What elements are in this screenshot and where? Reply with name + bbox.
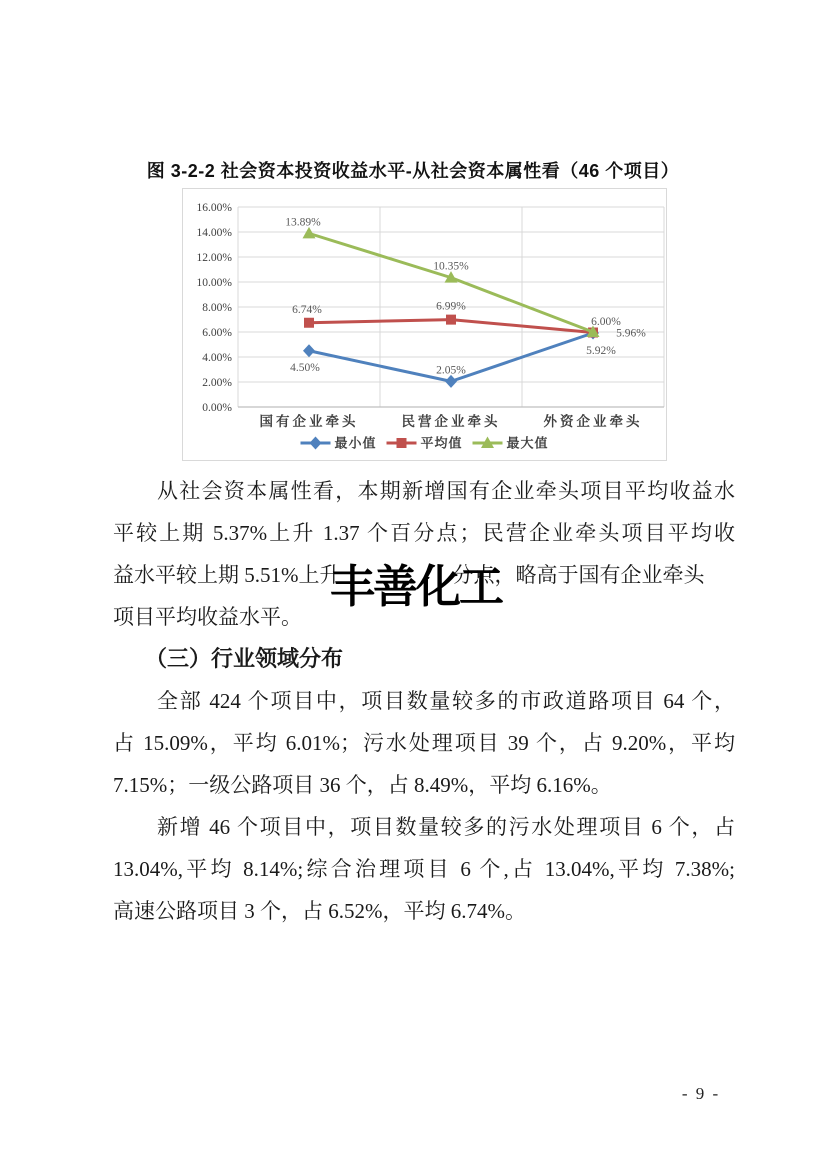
data-label: 6.99% bbox=[436, 300, 466, 313]
paragraph-line: 13.04%,平均 8.14%;综合治理项目 6 个,占 13.04%,平均 7.38%; bbox=[113, 857, 735, 881]
data-label: 2.05% bbox=[436, 364, 466, 377]
data-label: 13.89% bbox=[285, 216, 321, 229]
legend-label-0: 最小值 bbox=[334, 435, 377, 451]
figure-caption: 图 3-2-2 社会资本投资收益水平-从社会资本属性看（46 个项目） bbox=[146, 161, 680, 181]
paragraph-line: 项目平均收益水平。 bbox=[113, 605, 302, 629]
obscured-line-pre: 益水平较上期 5.51%上升 bbox=[113, 563, 341, 587]
line-chart bbox=[182, 188, 667, 461]
paragraph-line: 从社会资本属性看，本期新增国有企业牵头项目平均收益水 bbox=[157, 479, 735, 503]
y-tick-label: 6.00% bbox=[202, 327, 232, 339]
data-label: 4.50% bbox=[290, 361, 320, 374]
chart-canvas bbox=[183, 189, 666, 460]
series-marker-0 bbox=[445, 375, 457, 388]
section-heading: （三）行业领域分布 bbox=[145, 646, 344, 671]
legend-label-2: 最大值 bbox=[506, 435, 549, 451]
series-marker-1 bbox=[304, 318, 314, 328]
paragraph-line: 全部 424 个项目中，项目数量较多的市政道路项目 64 个， bbox=[157, 689, 735, 713]
paragraph-line: 占 15.09%，平均 6.01%；污水处理项目 39 个，占 9.20%，平均 bbox=[113, 731, 735, 755]
y-tick-label: 2.00% bbox=[202, 377, 232, 389]
data-label: 6.74% bbox=[292, 303, 322, 316]
y-tick-label: 14.00% bbox=[196, 227, 232, 239]
series-marker-0 bbox=[303, 344, 315, 357]
y-tick-label: 0.00% bbox=[202, 402, 232, 414]
x-category-label: 国有企业牵头 bbox=[259, 414, 359, 429]
watermark: 丰善化工 bbox=[330, 561, 503, 612]
obscured-line-post: 分点，略高于国有企业牵头 bbox=[452, 563, 705, 587]
body-text bbox=[113, 470, 735, 932]
x-category-label: 外资企业牵头 bbox=[543, 414, 643, 429]
page-number: - 9 - bbox=[681, 1084, 721, 1103]
paragraph-line: 新增 46 个项目中，项目数量较多的污水处理项目 6 个，占 bbox=[157, 815, 735, 839]
data-label: 5.92% bbox=[586, 345, 616, 357]
data-label: 5.96% bbox=[616, 327, 646, 340]
y-tick-label: 12.00% bbox=[196, 252, 232, 264]
paragraph-line: 平较上期 5.37%上升 1.37 个百分点；民营企业牵头项目平均收 bbox=[113, 521, 735, 545]
data-label: 10.35% bbox=[433, 260, 469, 273]
legend-label-1: 平均值 bbox=[420, 435, 463, 451]
y-tick-label: 4.00% bbox=[202, 352, 232, 364]
paragraph-line: 高速公路项目 3 个，占 6.52%，平均 6.74%。 bbox=[113, 899, 526, 923]
paragraph-line: 7.15%；一级公路项目 36 个，占 8.49%，平均 6.16%。 bbox=[113, 773, 612, 797]
series-marker-2 bbox=[303, 227, 316, 239]
series-marker-1 bbox=[446, 315, 456, 325]
legend-marker-0 bbox=[310, 437, 322, 450]
y-tick-label: 8.00% bbox=[202, 302, 232, 314]
x-category-label: 民营企业牵头 bbox=[401, 414, 501, 429]
data-label: 6.00% bbox=[591, 316, 621, 328]
legend-marker-1 bbox=[397, 438, 407, 448]
y-tick-label: 10.00% bbox=[196, 277, 232, 289]
y-tick-label: 16.00% bbox=[196, 202, 232, 214]
